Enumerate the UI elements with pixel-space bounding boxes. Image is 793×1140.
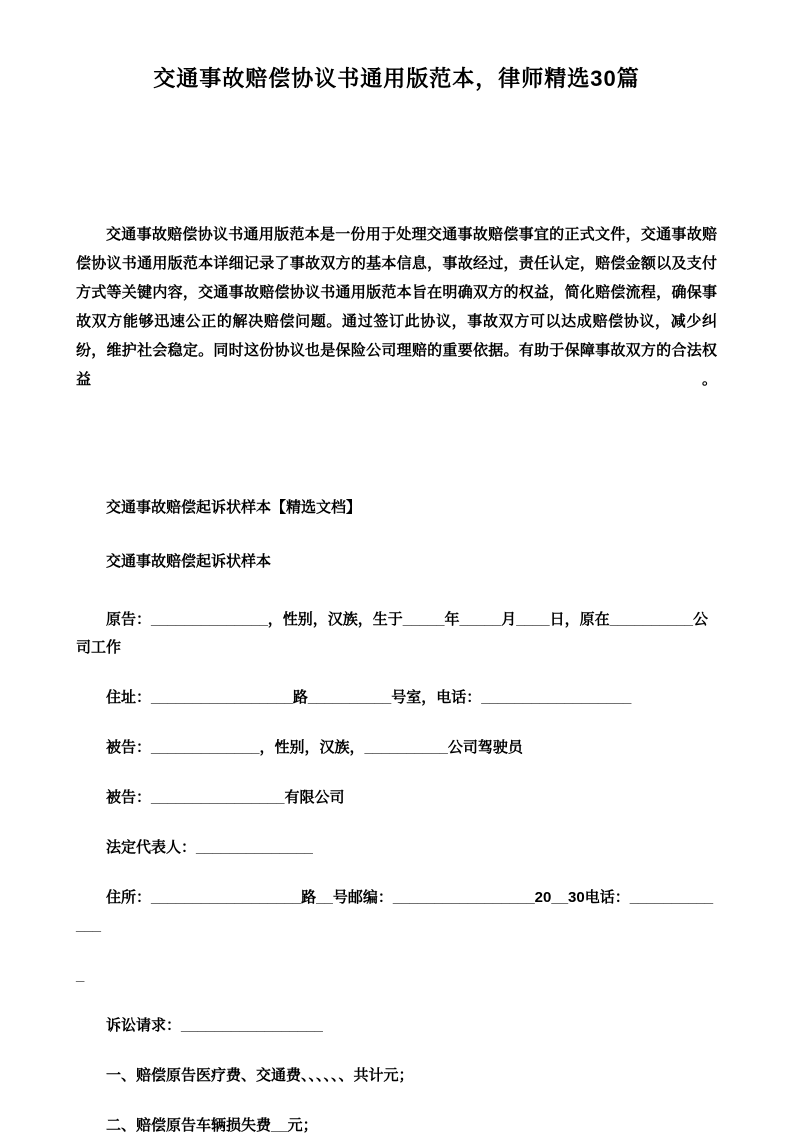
claims-request-line: 诉讼请求：_________________ [106, 1017, 323, 1034]
claim-item-2: 二、赔偿原告车辆损失费__元； [106, 1117, 318, 1134]
address-line: 住址：_________________路__________号室，电话：__________________ [106, 689, 632, 706]
plaintiff-line: 原告：______________，性别，汉族，生于_____年_____月____日，原在__________公司工作 [76, 611, 709, 656]
intro-paragraph: 交通事故赔偿协议书通用版范本是一份用于处理交通事故赔偿事宜的正式文件，交通事故赔偿协议书通用版范本详细记录了事故双方的基本信息，事故经过，责任认定，赔偿金额以及支付方式等关键内容，交通事故赔偿协议书通用版范本旨在明确双方的权益，简化赔偿流程，确保事故双方能够迅速公正的解决赔偿问题。通过签订此协议，事故双方可以达成赔偿协议，减少纠纷，维护社会稳定。同时这份协议也是保险公司理赔的重要依据。有助于保障事故双方的合法权益。 [76, 226, 717, 388]
defendant-line-2: 被告：________________有限公司 [106, 789, 345, 806]
wrapped-underscore: _ [76, 967, 85, 984]
claim-item-1: 一、赔偿原告医疗费、交通费、、、、、、共计元； [106, 1067, 414, 1084]
legal-representative-line: 法定代表人：______________ [106, 839, 313, 856]
section-subheading: 交通事故赔偿起诉状样本 [106, 553, 272, 570]
defendant-line-1: 被告：_____________，性别，汉族，__________公司驾驶员 [106, 739, 523, 756]
document-title: 交通事故赔偿协议书通用版范本，律师精选30篇 [153, 66, 640, 91]
section-heading: 交通事故赔偿起诉状样本【精选文档】 [106, 499, 362, 516]
residence-line: 住所：__________________路__号邮编：_________________20__30电话：_____________ [76, 889, 714, 934]
